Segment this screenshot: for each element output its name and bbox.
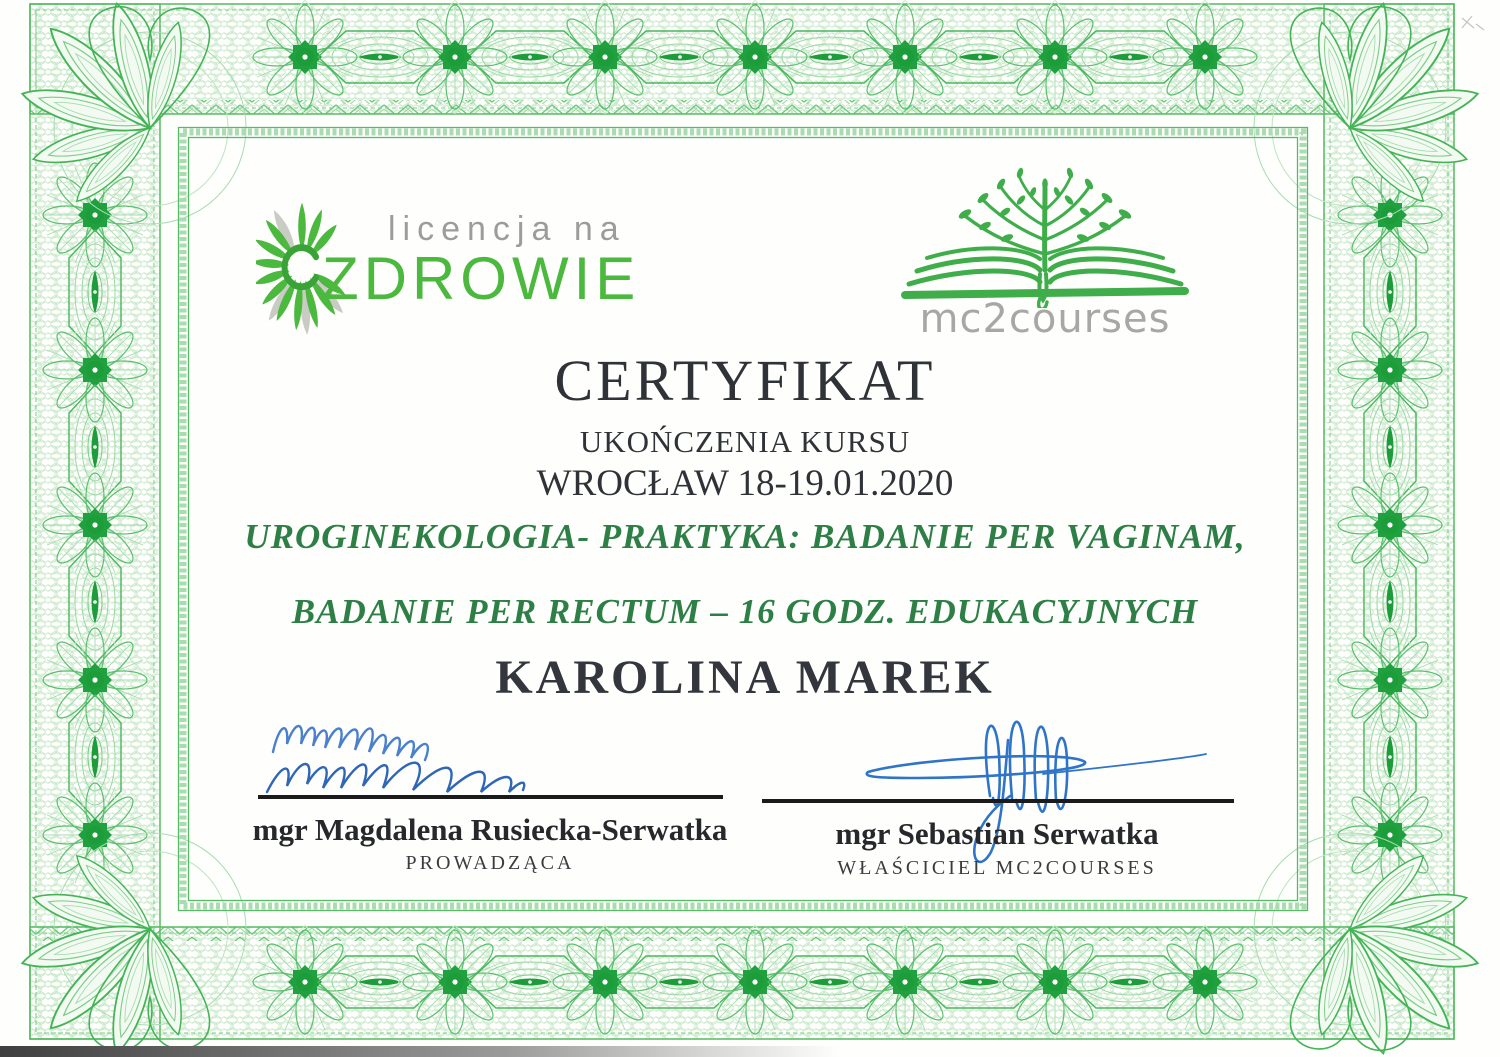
zdrowie-logo-line2: ZDROWIE: [322, 245, 641, 312]
scan-edge-artifact: [0, 1046, 840, 1057]
certificate-subtitle: UKOŃCZENIA KURSU: [579, 424, 911, 459]
mc2courses-logo-text: mc2courses: [919, 296, 1171, 342]
signature-line-left: [258, 795, 723, 799]
mc2courses-logo: [893, 158, 1197, 348]
signer-name-right: mgr Sebastian Serwatka: [835, 816, 1159, 851]
signer-role-right: WŁAŚCICIEL MC2COURSES: [837, 857, 1157, 879]
certificate-title: CERTYFIKAT: [554, 348, 936, 413]
location-date: WROCŁAW 18-19.01.2020: [536, 463, 954, 504]
signature-line-right: [762, 799, 1234, 803]
zdrowie-logo-line1: licencja na: [388, 210, 626, 248]
tree-open-book-icon: [893, 158, 1197, 308]
zdrowie-logo: [256, 196, 676, 341]
scan-mark: [1462, 16, 1484, 30]
signature-left: [265, 712, 577, 800]
recipient-name: KAROLINA MAREK: [495, 651, 995, 704]
signer-role-left: PROWADZĄCA: [405, 852, 575, 874]
signer-name-left: mgr Magdalena Rusiecka-Serwatka: [252, 812, 728, 847]
course-title-line2: BADANIE PER RECTUM – 16 GODZ. EDUKACYJNYCH: [291, 592, 1199, 631]
course-title-line1: UROGINEKOLOGIA- PRAKTYKA: BADANIE PER VAGINAM,: [244, 517, 1246, 556]
